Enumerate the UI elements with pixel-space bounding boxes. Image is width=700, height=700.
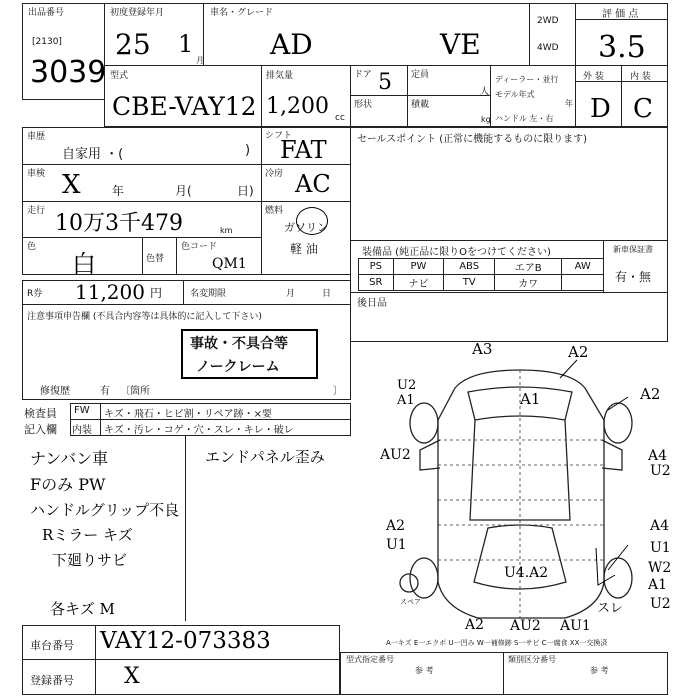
accident-line1: 事故・不具合等	[190, 336, 288, 352]
warranty-label: 新車保証書	[613, 245, 653, 254]
color-label: 色	[27, 242, 37, 252]
exterior-label: 外 装	[583, 72, 604, 82]
capacity-unit: 人	[480, 87, 490, 97]
interior-value: C	[633, 94, 653, 124]
score-value: 3.5	[598, 30, 646, 65]
mark-a2-left-low: A2	[386, 518, 406, 534]
first-reg-month: 1	[178, 30, 194, 58]
recycle-label: R券	[27, 289, 43, 299]
history-value: 自家用 ・(	[62, 147, 124, 162]
ac-value: AC	[295, 170, 331, 198]
interior-label: 内 装	[630, 72, 651, 82]
repair-bracket-close: 〕	[333, 386, 343, 397]
name-change-month: 月	[286, 289, 296, 299]
registration-label: 登録番号	[30, 674, 74, 687]
mark-a1-left: A1	[397, 393, 415, 408]
note-left-5: 下廻りサビ	[52, 551, 128, 569]
color-change-label: 色替	[146, 254, 165, 264]
color-code-value: QM1	[212, 256, 247, 272]
handle-label: ハンドル 左・右	[495, 114, 554, 123]
model-value: CBE-VAY12	[112, 92, 257, 121]
car-name-label: 車名・グレード	[210, 8, 274, 18]
notes-label: 注意事項申告欄 (不具合内容等は具体的に記入して下さい)	[27, 312, 262, 322]
inspection-label: 車検	[27, 169, 46, 179]
history-close: )	[245, 143, 251, 158]
exterior-value: D	[590, 94, 611, 124]
damage-legend: A一キズ E一エクボ U一凹み W一補修跡 S一サビ C一腐食 XX一交換済	[386, 639, 608, 647]
equip-leather: カワ	[494, 275, 561, 291]
chassis-number: VAY12-073383	[100, 628, 271, 654]
note-left-6: 各キズ M	[50, 600, 115, 618]
lot-sub: [2130]	[32, 37, 62, 47]
inspector-row2-tag: 内装	[72, 425, 92, 436]
chassis-label: 車台番号	[30, 639, 74, 652]
equip-sr: SR	[359, 275, 394, 291]
equip-tv: TV	[444, 275, 495, 291]
type-designation-ref: 参 考	[415, 666, 434, 675]
loading-label: 積載	[411, 100, 430, 110]
mark-a2-top: A2	[568, 343, 589, 361]
inspector-row1-items: キズ・飛石・ヒビ割・リペア跡・×要	[104, 409, 272, 420]
category-ref: 参 考	[590, 666, 609, 675]
doors-label: ドア	[354, 70, 372, 80]
mileage-unit: km	[220, 226, 233, 235]
repair-label: 修復歴	[40, 386, 70, 397]
mark-u2-right-bottom: U2	[650, 596, 671, 612]
inspector-row2-items: キズ・汚レ・コゲ・穴・スレ・キレ・破レ	[104, 425, 294, 436]
accident-line2: ノークレーム	[196, 359, 280, 375]
type-designation-label: 型式指定番号	[346, 655, 394, 664]
mark-sure: スレ	[597, 601, 624, 616]
registration-value: X	[124, 664, 140, 689]
history-label: 車歴	[27, 132, 46, 142]
shift-label: シフト	[265, 131, 293, 141]
fuel-gas: ガソリン	[284, 221, 328, 234]
mark-a1-right: A1	[648, 577, 668, 593]
note-left-4: Rミラー キズ	[42, 526, 133, 544]
car-name: AD	[270, 28, 313, 61]
displacement-unit: cc	[335, 113, 345, 123]
doors-value: 5	[378, 70, 392, 95]
other-label: 後日品	[357, 298, 387, 309]
equip-ps: PS	[359, 259, 394, 275]
ac-label: 冷房	[265, 169, 284, 179]
warranty-value: 有・無	[615, 270, 652, 284]
mark-au2-bottom: AU2	[510, 618, 541, 634]
fuel-diesel: 軽 油	[290, 242, 318, 256]
note-left-1: ナンバン車	[30, 449, 109, 468]
name-change-label: 名変期限	[190, 289, 227, 299]
sales-point-label: セールスポイント (正常に機能するものに限ります)	[357, 134, 588, 145]
inspector-label2: 記入欄	[24, 423, 57, 436]
inspection-day: 日)	[237, 184, 254, 198]
fuel-label: 燃料	[265, 206, 284, 216]
category-label: 類別区分番号	[508, 655, 556, 664]
grade: VE	[440, 28, 481, 61]
spare-label: スペア	[400, 598, 421, 606]
inspector-row1-tag: FW	[74, 405, 90, 416]
displacement-value: 1,200	[266, 94, 329, 119]
equipment-label: 装備品 (純正品に限りOをつけてください)	[362, 247, 551, 258]
model-year-label: モデル年式	[495, 90, 535, 99]
equip-pw: PW	[393, 259, 444, 275]
displacement-label: 排気量	[266, 71, 294, 81]
mark-a4-right: A4	[648, 448, 668, 464]
mark-u1-left-low: U1	[386, 537, 407, 553]
mileage-value: 10万3千479	[55, 211, 183, 236]
repair-bracket-open: 〔箇所	[120, 386, 150, 397]
inspection-year: 年	[112, 184, 125, 198]
note-left-3: ハンドルグリップ不良	[30, 501, 180, 519]
equip-abs: ABS	[444, 259, 495, 275]
mark-a3-top: A3	[472, 340, 493, 358]
first-reg-label: 初度登録年月	[110, 8, 165, 18]
drive-2wd: 2WD	[537, 16, 559, 26]
inspector-label1: 検査員	[24, 407, 57, 420]
equip-aw: AW	[562, 259, 604, 275]
color-value: 白	[72, 250, 96, 278]
note-left-2: Fのみ PW	[30, 475, 106, 494]
mark-u4-a2: U4.A2	[504, 565, 549, 581]
dealer-label: ディーラー・並行	[495, 75, 559, 84]
mark-u2-left: U2	[397, 378, 417, 393]
mark-u1-right-low: U1	[650, 540, 671, 556]
mileage-label: 走行	[27, 206, 46, 216]
equip-airbag: エアB	[494, 259, 561, 275]
note-right-1: エンドパネル歪み	[205, 448, 325, 466]
year-unit: 年	[565, 99, 573, 108]
recycle-amount: 11,200	[75, 280, 145, 304]
lot-label: 出品番号	[28, 8, 65, 18]
mark-au2-left: AU2	[380, 447, 411, 463]
score-label: 評 価 点	[602, 9, 639, 20]
mark-a2-right-top: A2	[640, 385, 661, 403]
loading-unit: kg	[481, 115, 491, 124]
inspection-month: 月(	[175, 184, 192, 198]
repair-value: 有	[100, 386, 110, 397]
month-unit: 月	[196, 56, 204, 65]
shape-label: 形状	[354, 100, 373, 110]
capacity-label: 定員	[411, 70, 430, 80]
mark-a4-right-low: A4	[650, 518, 670, 534]
equip-navi: ナビ	[393, 275, 444, 291]
lot-number: 3039	[30, 55, 107, 90]
recycle-unit: 円	[150, 286, 163, 300]
model-label: 型式	[110, 71, 129, 81]
color-code-label: 色コード	[181, 242, 218, 252]
first-reg-year: 25	[115, 28, 151, 61]
mark-a1-roof: A1	[520, 390, 541, 408]
mark-u2-right: U2	[650, 463, 671, 479]
mark-au1-bottom: AU1	[560, 618, 591, 634]
name-change-day: 日	[322, 289, 332, 299]
drive-4wd: 4WD	[537, 43, 559, 53]
inspection-value: X	[62, 170, 81, 200]
mark-w2-right: W2	[648, 560, 672, 576]
shift-value: FAT	[280, 136, 327, 164]
mark-a2-bottom: A2	[465, 617, 485, 633]
